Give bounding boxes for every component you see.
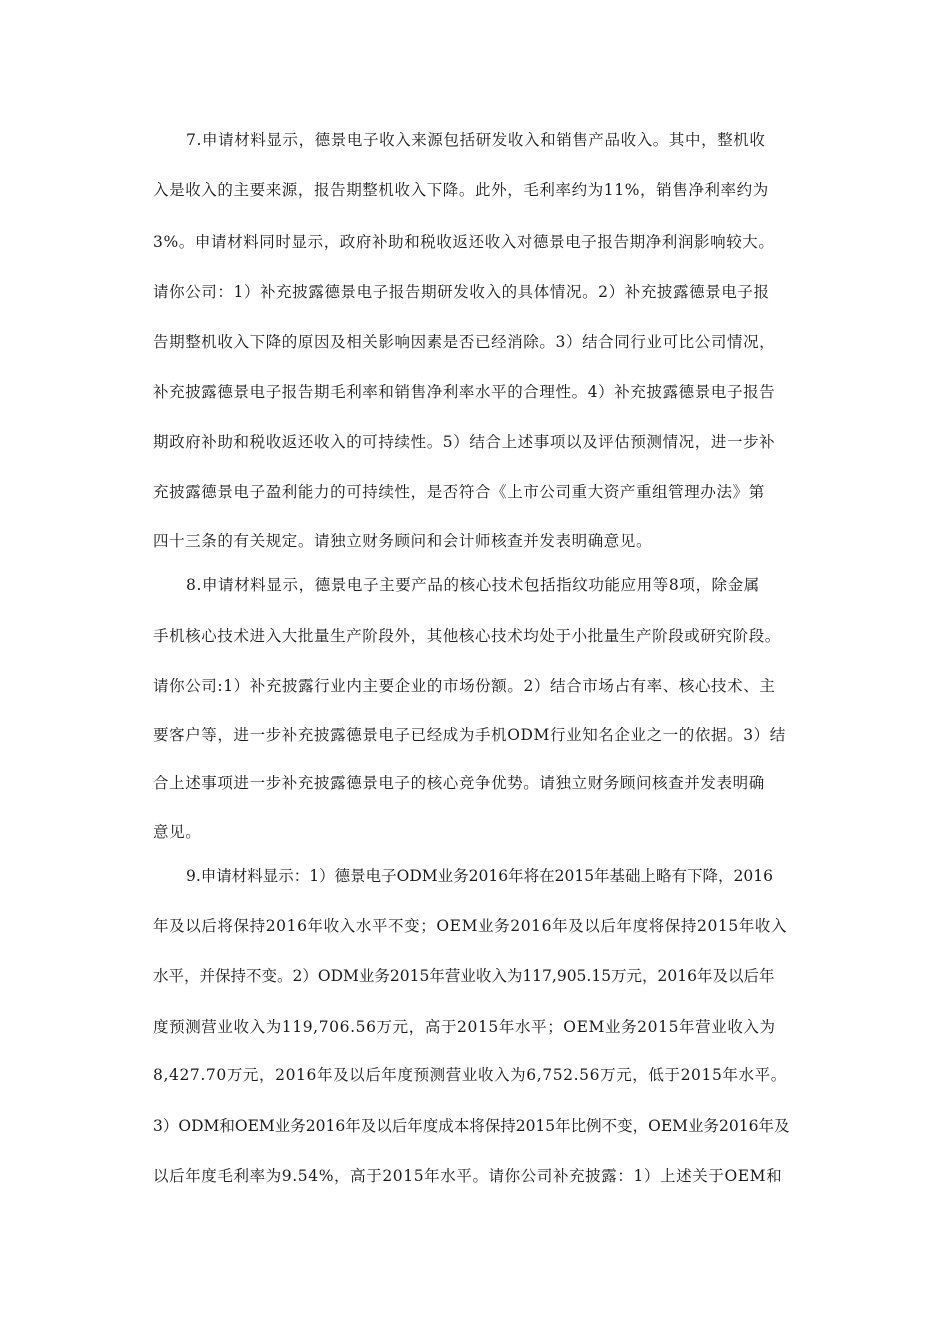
text-line: 手机核心技术进入大批量生产阶段外，其他核心技术均处于小批量生产阶段或研究阶段。 (153, 627, 781, 645)
text-line: 水平，并保持不变。2）ODM业务2015年营业收入为117,905.15万元，2016年及以后年 (153, 967, 775, 985)
text-line: 期政府补助和税收返还收入的可持续性。5）结合上述事项以及评估预测情况，进一步补 (153, 433, 776, 451)
text-line: 意见。 (153, 823, 202, 841)
text-line: 年及以后将保持2016年收入水平不变；OEM业务2016年及以后年度将保持2015年收入 (153, 917, 788, 935)
text-line: 入是收入的主要来源，报告期整机收入下降。此外，毛利率约为11%，销售净利率约为 (153, 181, 769, 199)
text-line: 四十三条的有关规定。请独立财务顾问和会计师核查并发表明确意见。 (153, 532, 653, 550)
text-line: 补充披露德景电子报告期毛利率和销售净利率水平的合理性。4）补充披露德景电子报告 (153, 383, 776, 401)
text-line: 9.申请材料显示：1）德景电子ODM业务2016年将在2015年基础上略有下降，2016 (186, 867, 773, 885)
text-line: 告期整机收入下降的原因及相关影响因素是否已经消除。3）结合同行业可比公司情况， (153, 333, 776, 351)
text-line: 合上述事项进一步补充披露德景电子的核心竞争优势。请独立财务顾问核查并发表明确 (153, 774, 765, 792)
text-line: 8.申请材料显示，德景电子主要产品的核心技术包括指纹功能应用等8项，除金属 (186, 576, 760, 594)
text-line: 7.申请材料显示，德景电子收入来源包括研发收入和销售产品收入。其中，整机收 (186, 131, 766, 149)
text-line: 请你公司:1）补充披露行业内主要企业的市场份额。2）结合市场占有率、核心技术、主 (153, 677, 776, 695)
text-line: 度预测营业收入为119,706.56万元，高于2015年水平；OEM业务2015年营业收入为 (153, 1018, 776, 1036)
text-line: 以后年度毛利率为9.54%，高于2015年水平。请你公司补充披露：1）上述关于OEM和 (153, 1167, 783, 1185)
text-line: 3）ODM和OEM业务2016年及以后年度成本将保持2015年比例不变，OEM业务2016年及 (153, 1117, 790, 1135)
text-line: 要客户等，进一步补充披露德景电子已经成为手机ODM行业知名企业之一的依据。3）结 (153, 726, 786, 744)
text-line: 3%。申请材料同时显示，政府补助和税收返还收入对德景电子报告期净利润影响较大。 (153, 233, 775, 251)
text-line: 8,427.70万元，2016年及以后年度预测营业收入为6,752.56万元，低于2015年水平。 (153, 1066, 787, 1084)
text-line: 充披露德景电子盈利能力的可持续性，是否符合《上市公司重大资产重组管理办法》第 (153, 483, 765, 501)
text-line: 请你公司：1）补充披露德景电子报告期研发收入的具体情况。2）补充披露德景电子报 (153, 283, 770, 301)
